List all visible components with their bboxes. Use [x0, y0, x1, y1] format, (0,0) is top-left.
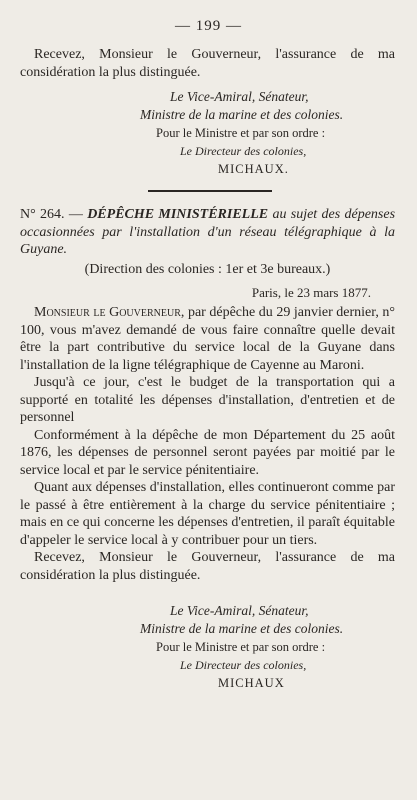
signature-office: Ministre de la marine et des colonies.: [140, 107, 344, 122]
page-number: — 199 —: [175, 18, 242, 34]
signature-name-bottom: MICHAUX: [218, 676, 285, 690]
signature-order: Pour le Ministre et par son ordre :: [156, 126, 326, 140]
signature-director: Le Directeur des colonies,: [180, 144, 307, 158]
closing-block-top: [20, 46, 395, 81]
dispatch-title-caps: DÉPÊCHE MINISTÉRIELLE: [87, 207, 269, 222]
paragraph-2: Jusqu'à ce jour, c'est le budget de la transportation qui a supporté en totalité les dépenses d'installation, d'entretien et de personnel: [20, 375, 395, 425]
closing-paragraph-bottom: Recevez, Monsieur le Gouverneur, l'assurance de ma considération la plus distinguée.: [20, 550, 395, 583]
dispatch-dash: —: [68, 207, 83, 222]
signature-director-bottom: Le Directeur des colonies,: [180, 658, 307, 672]
salutation: Monsieur le Gouverneur,: [34, 305, 185, 320]
paragraph-1: [20, 304, 395, 374]
dispatch-body: [20, 304, 395, 584]
paragraph-3: Conformément à la dépêche de mon Département du 25 août 1876, les dépenses de personnel seront payées par moitié par le service local et par le service pénitentiaire.: [20, 427, 395, 478]
signature-title-bottom: Le Vice-Amiral, Sénateur,: [170, 603, 309, 618]
paragraph-1-text: par dépêche du 29 janvier dernier, n° 100, vous m'avez demandé de vous faire connaître quelle devait être la part contributive du service local de la Guyane dans l'installation de la ligne télégraphique de Cayenne au Maroni.: [20, 305, 396, 373]
signature-name: MICHAUX.: [218, 162, 289, 176]
section-divider: [148, 190, 272, 192]
closing-paragraph: Recevez, Monsieur le Gouverneur, l'assurance de ma considération la plus distinguée.: [20, 47, 395, 80]
dispatch-place-date: Paris, le 23 mars 1877.: [251, 285, 371, 300]
signature-title: Le Vice-Amiral, Sénateur,: [170, 89, 309, 104]
paragraph-4: Quant aux dépenses d'installation, elles continueront comme par le passé à être entièrement à la charge du service pénitentiaire ; mais en ce qui concerne les dépenses d'entretien, il paraît équitable d'appeler le service local à y contribuer pour un tiers.: [20, 480, 395, 548]
dispatch-number: N° 264.: [20, 207, 65, 222]
signature-order-bottom: Pour le Ministre et par son ordre :: [156, 640, 326, 654]
dispatch-title-rest: au sujet des dépenses occasionnées par l'installation d'un réseau télégraphique à la Guyane.: [20, 207, 396, 257]
signature-block-bottom: [20, 602, 395, 692]
signature-office-bottom: Ministre de la marine et des colonies.: [140, 621, 344, 636]
dispatch-heading: [20, 206, 395, 259]
signature-block-top: [20, 88, 395, 178]
dispatch-direction: (Direction des colonies : 1er et 3e bureaux.): [84, 262, 331, 277]
